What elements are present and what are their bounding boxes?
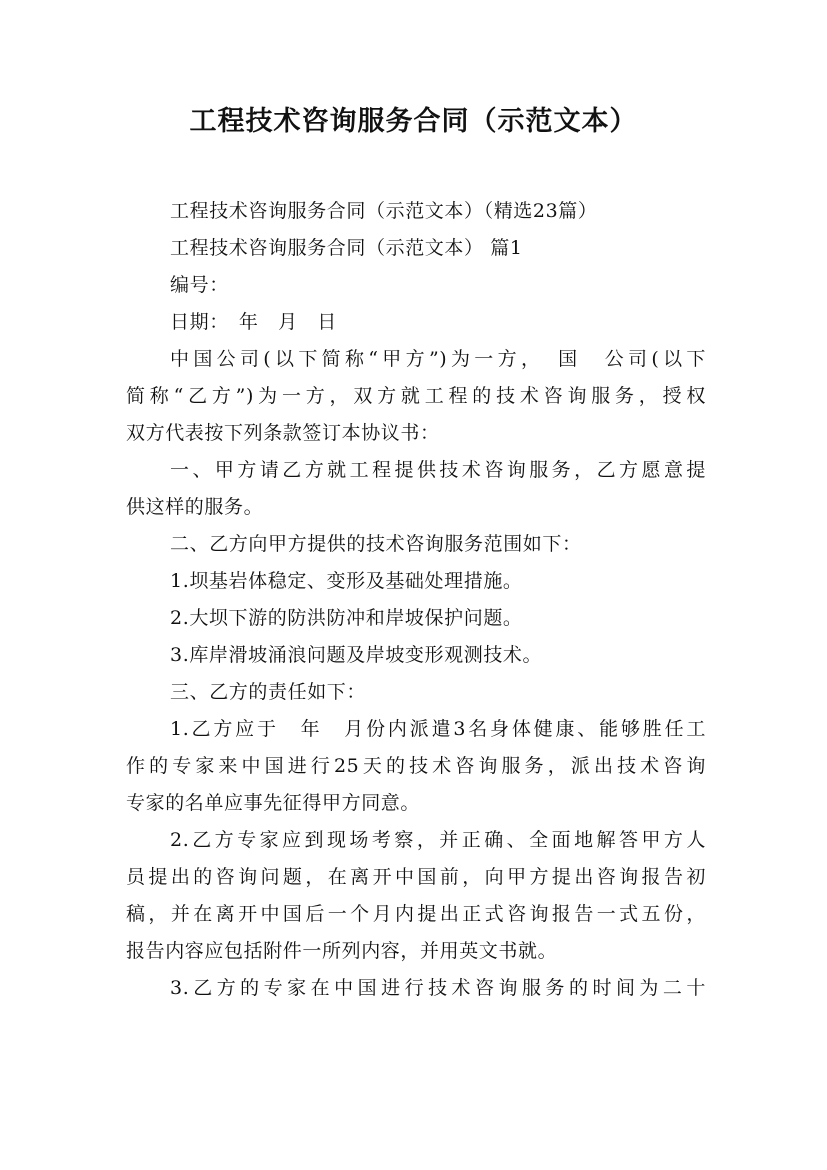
number-field: 编号：: [170, 274, 229, 296]
list-item: 2.大坝下游的防洪防冲和岸坡保护问题。: [170, 607, 523, 629]
date-field: 日期： 年 月 日: [170, 311, 337, 333]
clause-line: 二、乙方向甲方提供的技术咨询服务范围如下：: [170, 533, 582, 555]
subtitle-line: 工程技术咨询服务合同（示范文本）（精选23篇）: [170, 200, 598, 222]
list-item: 作的专家来中国进行25天的技术咨询服务，派出技术咨询: [126, 755, 706, 777]
list-item: 员提出的咨询问题，在离开中国前，向甲方提出咨询报告初: [126, 866, 706, 888]
list-item: 1.乙方应于 年 月份内派遣3名身体健康、能够胜任工: [170, 718, 706, 740]
paragraph-line: 简称“乙方”)为一方，双方就工程的技术咨询服务，授权: [126, 385, 706, 407]
list-item: 1.坝基岩体稳定、变形及基础处理措施。: [170, 570, 523, 592]
clause-line: 供这样的服务。: [126, 496, 264, 518]
paragraph-line: 双方代表按下列条款签订本协议书：: [126, 422, 440, 444]
section-heading: 工程技术咨询服务合同（示范文本） 篇1: [170, 237, 523, 259]
clause-line: 三、乙方的责任如下：: [170, 681, 367, 703]
document-body: [126, 193, 706, 1007]
paragraph-line: 中国公司(以下简称“甲方”)为一方， 国 公司(以下: [170, 348, 706, 370]
clause-line: 一、甲方请乙方就工程提供技术咨询服务，乙方愿意提: [170, 459, 706, 481]
list-item: 3.乙方的专家在中国进行技术咨询服务的时间为二十: [170, 977, 706, 999]
list-item: 报告内容应包括附件一所列内容，并用英文书就。: [126, 940, 558, 962]
list-item: 专家的名单应事先征得甲方同意。: [126, 792, 421, 814]
list-item: 3.库岸滑坡涌浪问题及岸坡变形观测技术。: [170, 644, 543, 666]
document-title: 工程技术咨询服务合同（示范文本）: [189, 106, 638, 137]
list-item: 2.乙方专家应到现场考察，并正确、全面地解答甲方人: [170, 829, 706, 851]
list-item: 稿，并在离开中国后一个月内提出正式咨询报告一式五份，: [126, 903, 706, 925]
